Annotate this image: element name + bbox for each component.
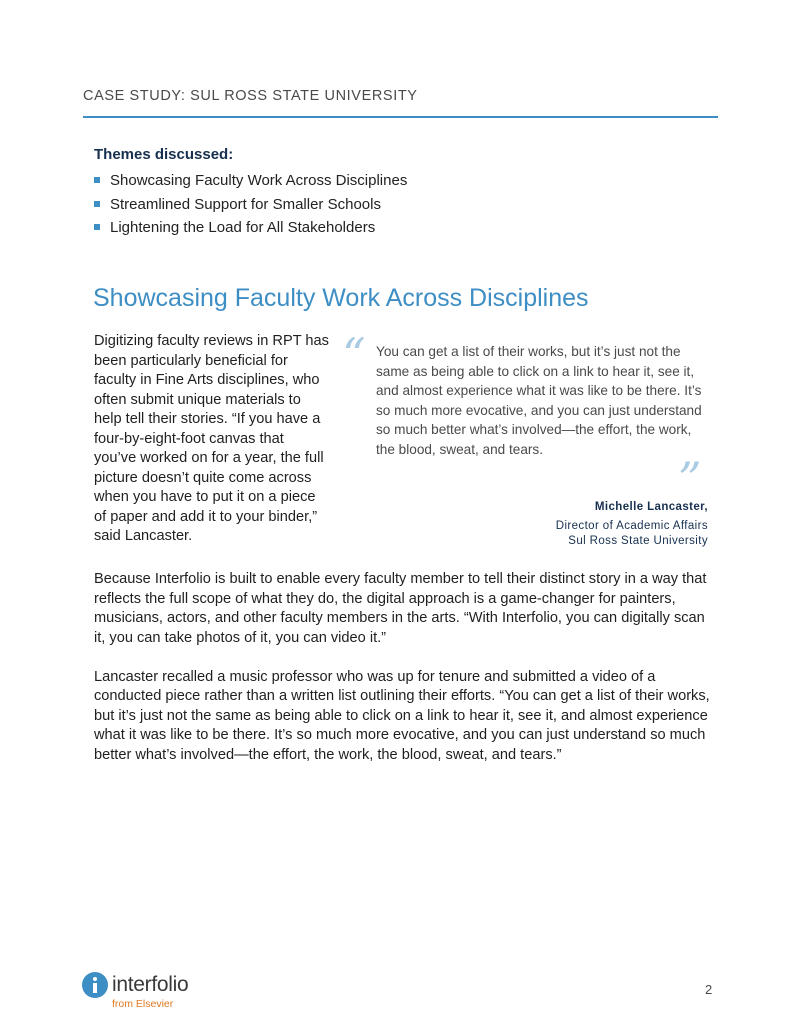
themes-heading: Themes discussed: [94,146,234,163]
theme-item: Showcasing Faculty Work Across Disciplines [94,169,694,193]
body-text [94,570,714,785]
body-paragraph: Because Interfolio is built to enable every faculty member to tell their distinct story in a way that reflects the full scope of what they do, the digital approach is a game-changer for painters, musicians, actors, and other faculty members in the arts. “With Interfolio, you can digitally scan it, you can take photos of it, you can video it.” [94,571,707,646]
attribution-org: Sul Ross State University [568,535,708,547]
interfolio-logo [82,972,242,1012]
pull-quote [340,328,708,556]
intro-paragraph: Digitizing faculty reviews in RPT has been particularly beneficial for faculty in Fine Arts disciplines, who often submit unique materials to help tell their stories. “If you have a four-by-eight-foot canvas that you’ve worked on for a year, the full picture doesn’t quite come across when you have to put it on a piece of paper and add it to your binder,” said Lancaster. [94,333,329,544]
square-bullet-icon [94,224,100,230]
attribution-name: Michelle Lancaster, [594,501,708,513]
info-i-icon [82,972,108,998]
square-bullet-icon [94,177,100,183]
body-paragraph: Lancaster recalled a music professor who was up for tenure and submitted a video of a conducted piece rather than a written list outlining their efforts. “You can get a list of their works, but it’s just not the same as being able to click on a link to hear it, see it, and almost experience what it was like to be there. It’s so much more evocative, and you can just understand so much better what’s involved—the effort, the work, the blood, sweat, and tears.” [94,668,710,763]
logo-subtitle: from Elsevier [112,998,174,1010]
page-header: CASE STUDY: SUL ROSS STATE UNIVERSITY [83,88,418,104]
section-title: Showcasing Faculty Work Across Disciplines [93,284,589,312]
close-quote-icon: ” [678,452,702,506]
open-quote-icon: “ [342,328,366,382]
themes-section [94,146,694,240]
pull-quote-text: You can get a list of their works, but it’s just not the same as being able to click on a link to hear it, see it, and almost experience what it was like to be there. It’s so much more evocative, and you can just understand so much better what’s involved—the effort, the work, the blood, sweat, and tears. [376,344,702,457]
header-divider [83,116,718,118]
attribution-role: Director of Academic Affairs [555,519,708,532]
theme-item: Streamlined Support for Smaller Schools [94,193,694,217]
themes-list [94,169,694,240]
quote-attribution [556,500,708,550]
square-bullet-icon [94,201,100,207]
logo-wordmark: interfolio [112,973,189,996]
page-number: 2 [705,982,713,997]
theme-item: Lightening the Load for All Stakeholders [94,216,694,240]
